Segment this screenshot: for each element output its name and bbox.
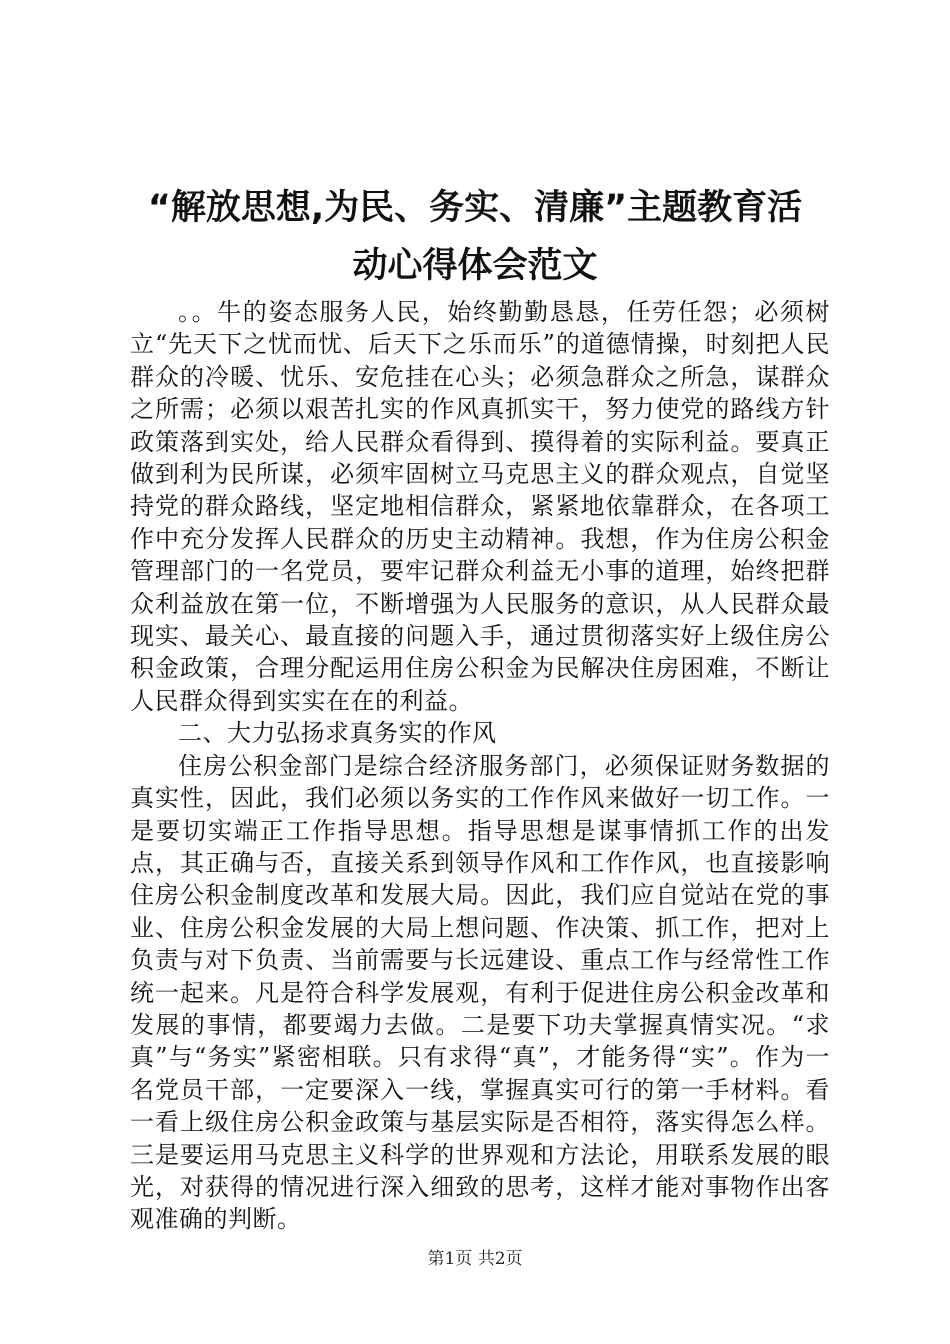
body-paragraph-1: 。。牛的姿态服务人民，始终勤勤恳恳，任劳任怨；必须树立“先天下之忧而忧、后天下之乐而乐”的道德情操，时刻把人民群众的冷暖、忧乐、安危挂在心头；必须急群众之所急，谋群众之所需；必须以艰苦扎实的作风真抓实干，努力使党的路线方针政策落到实处，给人民群众看得到、摸得着的实际利益。要真正做到利为民所谋，必须牢固树立马克思主义的群众观点，自觉坚持党的群众路线，坚定地相信群众，紧紧地依靠群众，在各项工作中充分发挥人民群众的历史主动精神。我想，作为住房公积金管理部门的一名党员，要牢记群众利益无小事的道理，始终把群众利益放在第一位，不断增强为人民服务的意识，从人民群众最现实、最关心、最直接的问题入手，通过贯彻落实好上级住房公积金政策，合理分配运用住房公积金为民解决住房困难，不断让人民群众得到实实在在的利益。: [130, 298, 830, 715]
page-footer-page-number: 第1页 共2页: [427, 1249, 523, 1269]
document-title-line-1: “解放思想,为民、务实、清廉”主题教育活: [147, 188, 803, 228]
document-body: [130, 296, 830, 1236]
document-title-line-2: 动心得体会范文: [352, 246, 598, 286]
section-heading-2: 二、大力弘扬求真务实的作风: [178, 719, 497, 748]
body-paragraph-2: 住房公积金部门是综合经济服务部门，必须保证财务数据的真实性，因此，我们必须以务实的工作作风来做好一切工作。一是要切实端正工作指导思想。指导思想是谋事情抓工作的出发点，其正确与否，直接关系到领导作风和工作作风，也直接影响住房公积金制度改革和发展大局。因此，我们应自觉站在党的事业、住房公积金发展的大局上想问题、作决策、抓工作，把对上负责与对下负责、当前需要与长远建设、重点工作与经常性工作统一起来。凡是符合科学发展观，有利于促进住房公积金改革和发展的事情，都要竭力去做。二是要下功夫掌握真情实况。“求真”与“务实”紧密相联。只有求得“真”，才能务得“实”。作为一名党员干部，一定要深入一线，掌握真实可行的第一手材料。看一看上级住房公积金政策与基层实际是否相符，落实得怎么样。三是要运用马克思主义科学的世界观和方法论，用联系发展的眼光，对获得的情况进行深入细致的思考，这样才能对事物作出客观准确的判断。: [130, 751, 830, 1234]
